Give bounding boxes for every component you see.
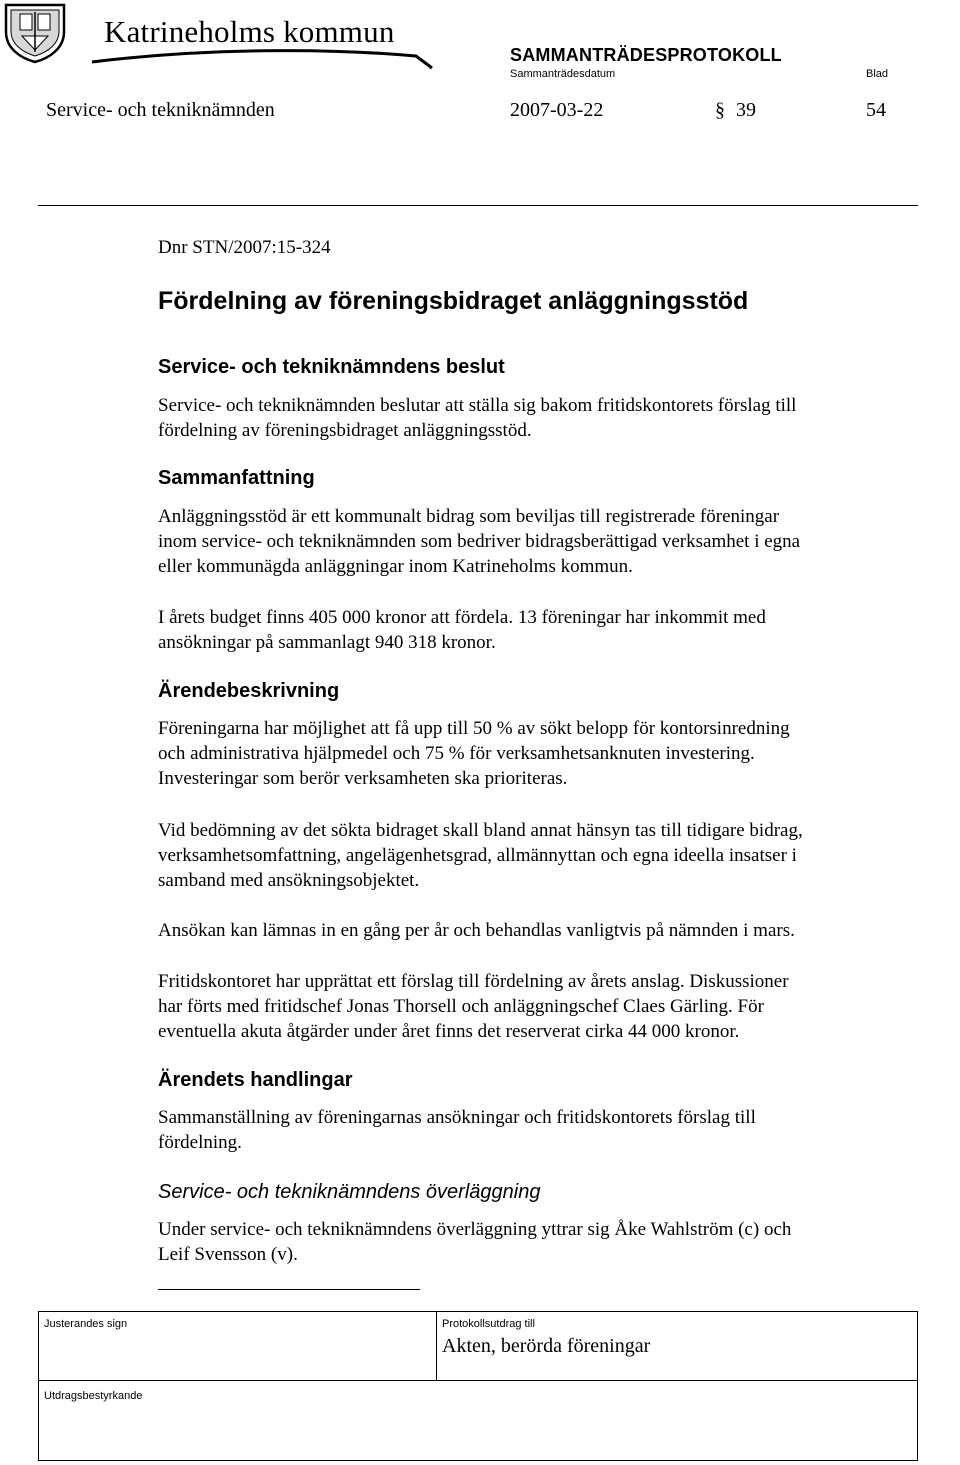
footer-row-divider (38, 1380, 918, 1381)
text-line: har förts med fritidschef Jonas Thorsell och anläggningschef Claes Gärling. För (158, 996, 764, 1017)
municipal-coat-of-arms-logo (2, 2, 68, 64)
document-type-title: SAMMANTRÄDESPROTOKOLL (510, 45, 782, 65)
certification-label: Utdragsbestyrkande (44, 1390, 143, 1402)
deliberation-paragraph (158, 1217, 918, 1267)
text-line: Föreningarna har möjlighet att få upp till 50 % av sökt belopp för kontorsinredning (158, 718, 790, 739)
section-end-rule (158, 1289, 420, 1290)
text-line: Anläggningsstöd är ett kommunalt bidrag som beviljas till registrerade föreningar (158, 506, 780, 527)
text-line: Fritidskontoret har upprättat ett förslag till fördelning av årets anslag. Diskussioner (158, 971, 789, 992)
summary-paragraph-1 (158, 504, 918, 579)
decision-heading: Service- och tekniknämndens beslut (158, 356, 505, 378)
footer-column-divider (436, 1311, 437, 1380)
text-line: Investeringar som berör verksamheten ska prioriteras. (158, 768, 568, 789)
paragraph-number: 39 (736, 99, 756, 121)
text-line: Ansökan kan lämnas in en gång per år och behandlas vanligtvis på nämnden i mars. (158, 920, 795, 941)
decision-paragraph (158, 393, 918, 443)
meeting-date-label: Sammanträdesdatum (510, 68, 616, 80)
logo-swoosh-underline (86, 44, 442, 70)
text-line: ansökningar på sammanlagt 940 318 kronor. (158, 632, 496, 653)
text-line: Vid bedömning av det sökta bidraget skall bland annat hänsyn tas till tidigare bidrag, (158, 820, 803, 841)
text-line: Service- och tekniknämnden beslutar att ställa sig bakom fritidskontorets förslag till (158, 395, 797, 416)
page-number: 54 (866, 99, 886, 121)
document-title: Fördelning av föreningsbidraget anläggningsstöd (158, 287, 749, 315)
description-paragraph-4 (158, 969, 918, 1044)
summary-heading: Sammanfattning (158, 467, 315, 489)
committee-name: Service- och tekniknämnden (46, 99, 275, 121)
paragraph-symbol: § (715, 99, 725, 121)
meeting-date: 2007-03-22 (510, 99, 604, 121)
text-line: Leif Svensson (v). (158, 1244, 298, 1265)
text-line: fördelning. (158, 1132, 242, 1153)
documents-heading: Ärendets handlingar (158, 1069, 353, 1091)
protocol-extract-label: Protokollsutdrag till (442, 1318, 535, 1330)
header-divider (38, 205, 918, 206)
signature-footer-box (38, 1311, 918, 1461)
organization-name: Katrineholms kommun (104, 14, 395, 49)
documents-paragraph (158, 1105, 918, 1155)
text-line: verksamhetsomfattning, angelägenhetsgrad, allmännyttan och egna ideella insatser i (158, 845, 797, 866)
description-paragraph-3 (158, 918, 918, 943)
protocol-extract-recipients: Akten, berörda föreningar (442, 1335, 651, 1357)
summary-paragraph-2 (158, 605, 918, 655)
text-line: inom service- och tekniknämnden som bedriver bidragsberättigad verksamhet i egna (158, 531, 801, 552)
deliberation-heading: Service- och tekniknämndens överläggning (158, 1181, 541, 1203)
text-line: eventuella akuta åtgärder under året finns det reserverat cirka 44 000 kronor. (158, 1021, 740, 1042)
text-line: och administrativa hjälpmedel och 75 % för verksamhetsanknuten investering. (158, 743, 755, 764)
text-line: eller kommunägda anläggningar inom Katrineholms kommun. (158, 556, 633, 577)
description-heading: Ärendebeskrivning (158, 680, 340, 702)
case-number: Dnr STN/2007:15-324 (158, 237, 331, 258)
text-line: fördelning av föreningsbidraget anläggningsstöd. (158, 420, 532, 441)
text-line: samband med ansökningsobjektet. (158, 870, 420, 891)
text-line: Sammanställning av föreningarnas ansökningar och fritidskontorets förslag till (158, 1107, 756, 1128)
description-paragraph-2 (158, 818, 918, 893)
description-paragraph-1 (158, 716, 918, 791)
adjusters-sign-label: Justerandes sign (44, 1318, 128, 1330)
text-line: Under service- och tekniknämndens överläggning yttrar sig Åke Wahlström (c) och (158, 1219, 792, 1240)
text-line: I årets budget finns 405 000 kronor att fördela. 13 föreningar har inkommit med (158, 607, 766, 628)
page-label: Blad (866, 68, 889, 80)
